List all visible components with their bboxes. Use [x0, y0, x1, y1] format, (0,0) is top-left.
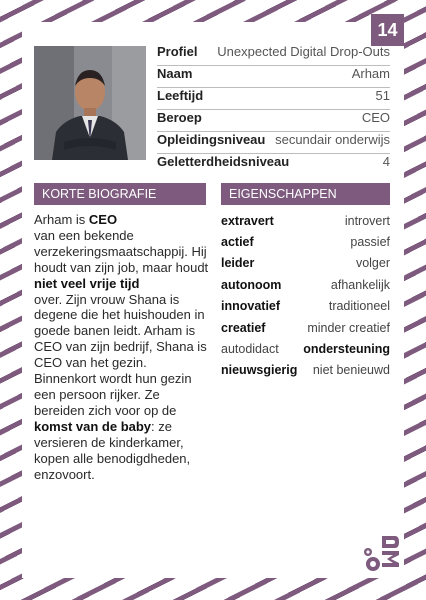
- profile-value: Arham: [351, 66, 390, 81]
- trait-right: minder creatief: [307, 320, 390, 335]
- trait-right: ondersteuning: [303, 342, 390, 357]
- profile-label: Naam: [157, 66, 193, 81]
- bio-text: [34, 212, 210, 482]
- trait-left: creatief: [221, 320, 266, 335]
- profile-photo: [34, 46, 146, 160]
- trait-right: introvert: [344, 213, 390, 228]
- profile-label: Beroep: [157, 110, 202, 125]
- profile-label: Opleidingsniveau: [157, 132, 266, 147]
- trait-right: passief: [350, 235, 390, 250]
- bio-text-bold: niet veel vrije tijd: [34, 275, 140, 291]
- bio-text-segment: Arham is: [34, 212, 89, 227]
- profile-row-opleidingsniveau: [157, 132, 390, 154]
- profile-value: 51: [375, 88, 390, 103]
- trait-row: [221, 231, 390, 252]
- profile-label: Leeftijd: [157, 88, 204, 103]
- traits-header: EIGENSCHAPPEN: [221, 183, 390, 205]
- trait-row: [221, 210, 390, 231]
- profile-row-beroep: [157, 110, 390, 132]
- traits-list: [221, 210, 390, 381]
- profile-value: secundair onderwijs: [275, 132, 390, 147]
- profile-value: CEO: [361, 110, 390, 125]
- trait-left: nieuwsgierig: [221, 363, 298, 378]
- bio-text-segment: : ze versieren de kinderkamer, kopen alle benodigdheden, enzovoort.: [34, 418, 191, 482]
- trait-left: leider: [221, 256, 255, 271]
- profile-table: [157, 44, 390, 175]
- trait-row: [221, 317, 390, 338]
- bio-header: KORTE BIOGRAFIE: [34, 183, 206, 205]
- trait-row: [221, 253, 390, 274]
- trait-row: [221, 296, 390, 317]
- trait-right: volger: [355, 256, 390, 271]
- trait-right: traditioneel: [328, 299, 390, 314]
- trait-left: autodidact: [221, 342, 279, 357]
- profile-value: 4: [382, 154, 390, 169]
- profile-label: Geletterdheidsniveau: [157, 154, 290, 169]
- bio-text-bold: CEO: [88, 212, 118, 227]
- brand-logo-icon: [362, 534, 400, 574]
- bio-text-segment: van een bekende verzekeringsmaatschappij. Hij houdt van zijn job, maar houdt: [34, 227, 209, 275]
- trait-left: autonoom: [221, 277, 282, 292]
- trait-row: [221, 274, 390, 295]
- page-number-badge: 14: [371, 14, 404, 46]
- bio-text-bold: komst van de baby: [34, 418, 152, 434]
- profile-value: Unexpected Digital Drop-Outs: [217, 44, 390, 59]
- trait-left: innovatief: [221, 299, 281, 314]
- profile-row-geletterdheidsniveau: [157, 154, 390, 175]
- trait-left: actief: [221, 235, 254, 250]
- bio-text-segment: over. Zijn vrouw Shana is degene die het huishouden in goede banen leidt. Arham is CEO van zijn bedrijf, Shana is CEO van het gezin. Binnenkort wordt hun gezin een persoon rijker. Ze bereiden zich voor op de: [34, 291, 207, 418]
- profile-row-leeftijd: [157, 88, 390, 110]
- trait-right: afhankelijk: [330, 277, 390, 292]
- trait-row: [221, 338, 390, 359]
- profile-row-profiel: [157, 44, 390, 66]
- profile-row-naam: [157, 66, 390, 88]
- profile-label: Profiel: [157, 44, 198, 59]
- trait-left: extravert: [221, 213, 274, 228]
- trait-right: niet benieuwd: [312, 363, 390, 378]
- trait-row: [221, 360, 390, 381]
